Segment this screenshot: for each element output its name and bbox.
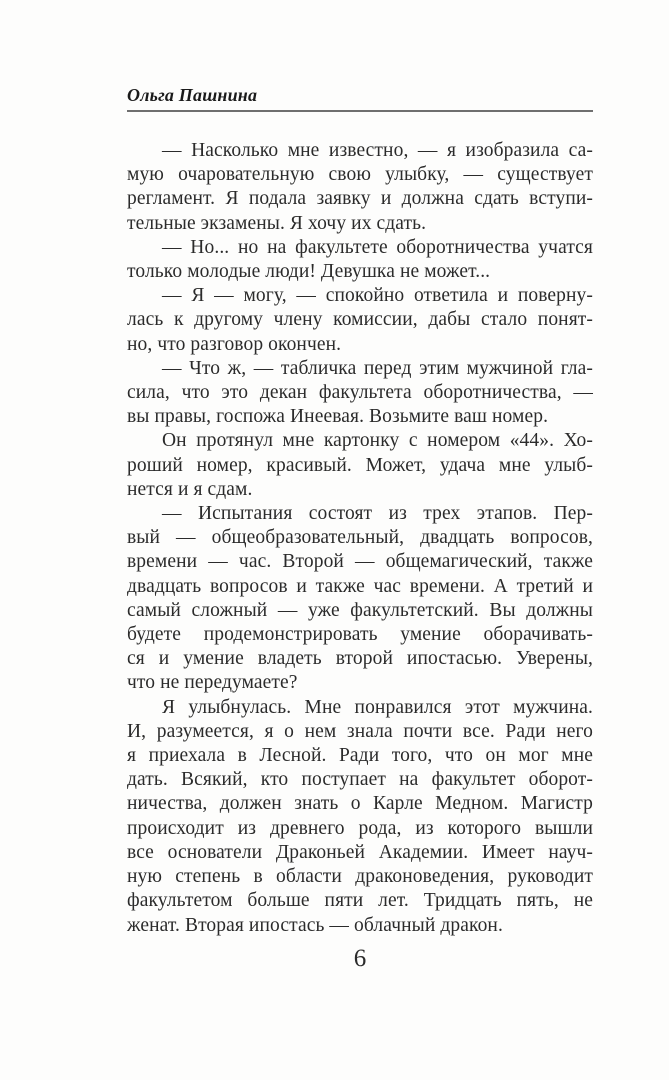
text-line: самый сложный — уже факультетский. Вы должны [127,599,593,621]
text-line: регламент. Я подала заявку и должна сдать вступи- [127,188,593,210]
text-line: И, разумеется, я о нем знала почти все. Ради него [127,720,593,742]
text-line: только молодые люди! Девушка не может... [127,261,491,283]
paragraph [127,696,593,938]
text-line: — Я — могу, — спокойно ответила и поверну- [162,285,593,307]
body-text [127,139,593,938]
text-line: ную степень в области драконоведения, руководит [127,866,593,888]
paragraph [127,429,593,502]
text-line: дать. Всякий, кто поступает на факультет оборот- [127,769,593,791]
text-line: Он протянул мне картонку с номером «44». Хо- [162,430,593,452]
page-footer [127,944,593,974]
text-line: факультетом больше пяти лет. Тридцать пять, не [127,890,593,912]
text-line: все основатели Драконьей Академии. Имеет науч- [127,841,593,863]
header-rule [127,110,593,112]
text-line: будете продемонстрировать умение оборачивать- [127,624,593,646]
text-line: женат. Вторая ипостась — облачный дракон. [127,914,503,936]
running-header [127,84,593,106]
text-line: происходит из древнего рода, из которого вышли [127,817,593,839]
text-line: сила, что это декан факультета оборотничества, — [127,382,593,404]
text-line: что не передумаете? [127,672,298,694]
text-line: — Что ж, — табличка перед этим мужчиной гла- [162,357,593,379]
running-header-author: Ольга Пашнина [127,85,258,105]
text-line: вый — общеобразовательный, двадцать вопросов, [127,527,593,549]
text-line: нется и я сдам. [127,478,253,500]
text-line: лась к другому члену комиссии, дабы стало понят- [127,309,593,331]
text-line: — Испытания состоят из трех этапов. Пер- [162,503,593,525]
paragraph [127,284,593,357]
paragraph [127,502,593,696]
text-line: вы правы, госпожа Инеевая. Возьмите ваш номер. [127,406,549,428]
text-line: мую очаровательную свою улыбку, — существует [127,164,593,186]
text-line: двадцать вопросов и также час времени. А третий и [127,575,593,597]
text-line: — Насколько мне известно, — я изобразила са- [162,140,593,161]
text-line: роший номер, красивый. Может, удача мне улыб- [127,454,593,476]
text-line: тельные экзамены. Я хочу их сдать. [127,212,427,234]
paragraph [127,357,593,430]
text-line: ся и умение владеть второй ипостасью. Уверены, [127,648,593,670]
text-line: я приехала в Лесной. Ради того, что он мог мне [127,745,593,767]
text-line: Я улыбнулась. Мне понравился этот мужчина. [162,696,593,718]
text-line: — Но... но на факультете оборотничества учатся [162,236,593,258]
paragraph [127,236,593,284]
paragraph [127,139,593,236]
text-line: но, что разговор окончен. [127,333,342,355]
page-number: 6 [353,945,367,972]
text-line: ничества, должен знать о Карле Медном. Магистр [127,793,593,815]
text-line: времени — час. Второй — общемагический, также [127,551,593,573]
